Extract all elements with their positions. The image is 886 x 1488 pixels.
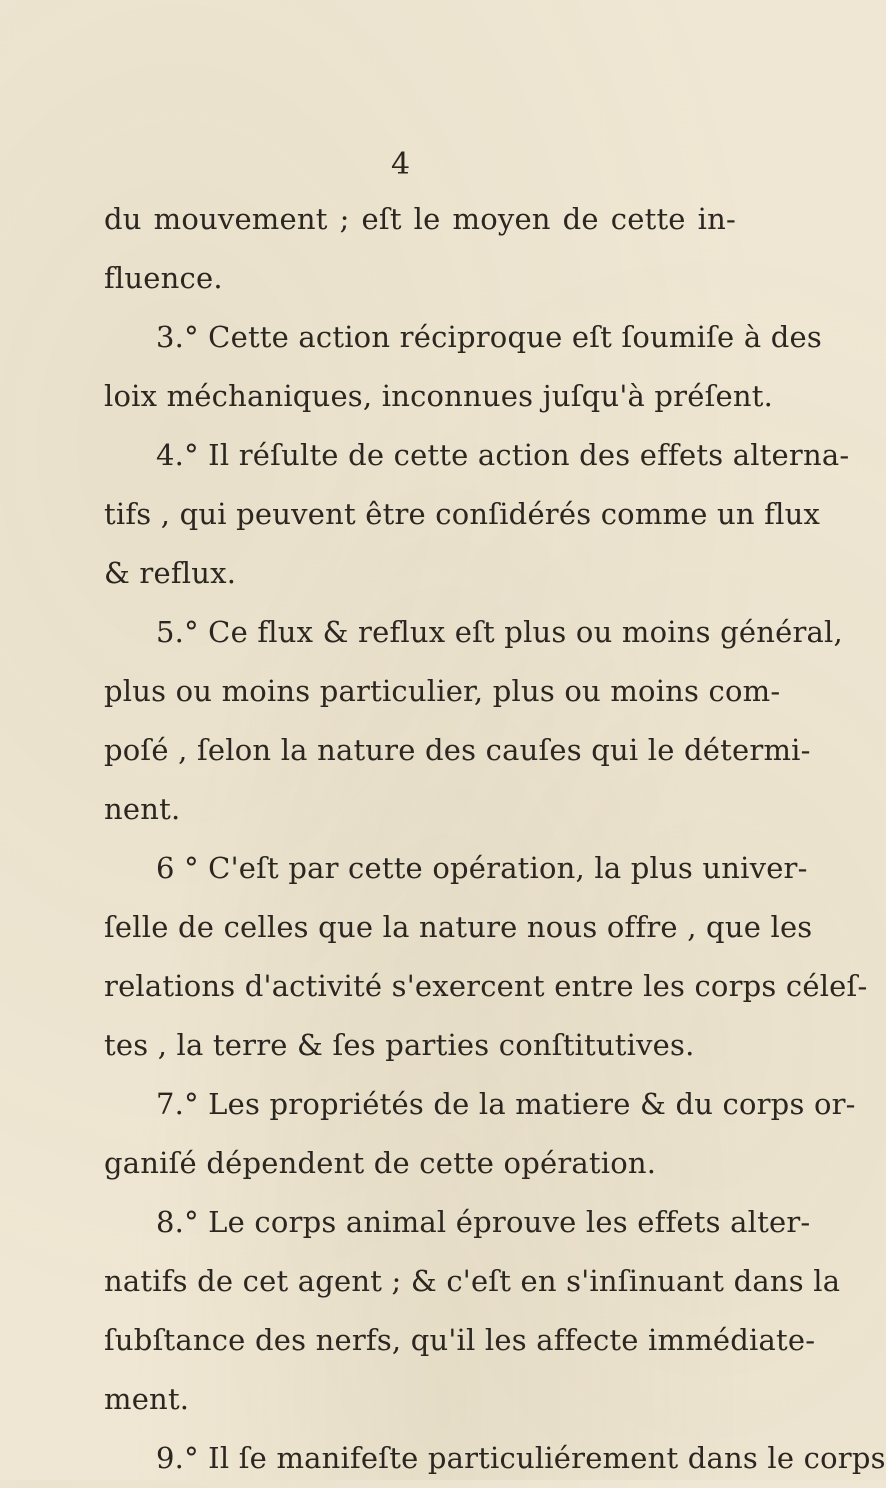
page-number: 4	[390, 147, 411, 182]
text-line: 3.° Cette action réciproque eſt ſoumiſe à des	[156, 320, 822, 354]
body-text	[104, 190, 886, 1488]
text-line: plus ou moins particulier, plus ou moins com-	[104, 674, 781, 708]
text-line: 6 ° C'eſt par cette opération, la plus univer-	[156, 851, 808, 885]
text-line: ment.	[104, 1382, 190, 1416]
text-line: poſé , ſelon la nature des cauſes qui le détermi-	[104, 733, 811, 767]
text-line: 9.° Il ſe manifeſte particuliérement dans le corps	[156, 1441, 886, 1475]
text-line: ganiſé dépendent de cette opération.	[104, 1146, 657, 1180]
text-line: 4.° Il réſulte de cette action des effets alterna-	[156, 438, 850, 472]
text-line: ſelle de celles que la nature nous offre , que les	[104, 910, 813, 944]
text-line: & reflux.	[104, 556, 237, 590]
text-line: ſubſtance des nerfs, qu'il les affecte immédiate-	[104, 1323, 816, 1357]
text-line: 5.° Ce flux & reflux eſt plus ou moins général,	[156, 615, 843, 649]
text-line: 8.° Le corps animal éprouve les effets alter-	[156, 1205, 811, 1239]
text-line: natifs de cet agent ; & c'eſt en s'inſinuant dans la	[104, 1264, 841, 1298]
text-line: du mouvement ; eſt le moyen de cette in-	[104, 202, 736, 236]
text-line: 7.° Les propriétés de la matiere & du corps or-	[156, 1087, 856, 1121]
text-line: loix méchaniques, inconnues juſqu'à préſent.	[104, 379, 774, 413]
text-line: tifs , qui peuvent être conſidérés comme un flux	[104, 497, 821, 531]
text-line: relations d'activité s'exercent entre les corps céleſ-	[104, 969, 868, 1003]
text-line: tes , la terre & ſes parties conſtitutives.	[104, 1028, 695, 1062]
text-line: nent.	[104, 792, 181, 826]
text-line: fluence.	[104, 261, 223, 295]
